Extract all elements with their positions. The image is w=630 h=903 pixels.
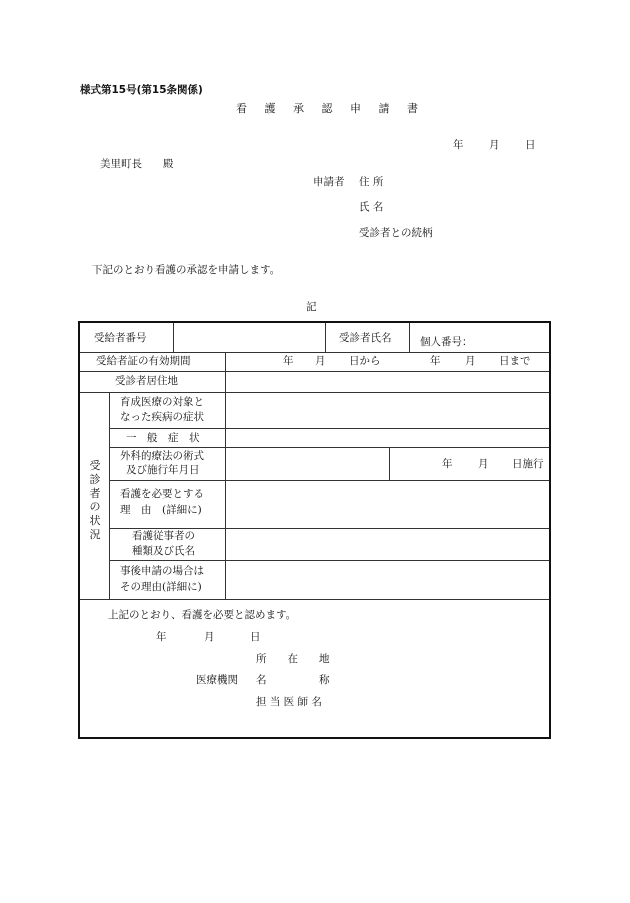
post-reason-line2: その理由(詳細に) xyxy=(120,581,202,593)
row-divider xyxy=(80,371,549,372)
col-divider xyxy=(173,323,174,352)
institution-group-label: 医療機関 xyxy=(196,674,238,686)
col-divider xyxy=(409,323,410,352)
disease-label-line1: 育成医療の対象と xyxy=(120,396,204,408)
form-number: 様式第15号(第15条関係) xyxy=(80,84,203,96)
document-title: 看 護 承 認 申 請 書 xyxy=(236,102,425,115)
validity-period-label: 受給者証の有効期間 xyxy=(96,355,191,367)
date-day-label: 日 xyxy=(525,139,536,151)
validity-from-day: 日から xyxy=(349,355,381,367)
disease-label-line2: なった疾病の症状 xyxy=(120,411,204,423)
row-divider xyxy=(109,560,549,561)
applicant-label: 申請者 xyxy=(313,176,345,188)
certification-statement: 上記のとおり、看護を必要と認めます。 xyxy=(108,609,297,621)
patient-address-label: 受診者居住地 xyxy=(115,375,178,387)
applicant-relation-label: 受診者との続柄 xyxy=(359,227,433,239)
row-divider xyxy=(109,480,549,481)
validity-from-month: 月 xyxy=(315,355,326,367)
date-month-label: 月 xyxy=(489,139,500,151)
cert-date-day: 日 xyxy=(250,631,261,643)
surgery-date-day: 日施行 xyxy=(512,458,544,470)
cert-date-year: 年 xyxy=(156,631,167,643)
col-divider xyxy=(225,352,226,599)
col-divider xyxy=(389,447,390,480)
institution-name-label: 名 称 xyxy=(256,674,330,686)
applicant-address-label: 住 所 xyxy=(359,176,384,188)
general-symptoms-label: 一 般 症 状 xyxy=(126,432,200,444)
institution-location-label: 所 在 地 xyxy=(256,653,330,665)
nursing-reason-line1: 看護を必要とする xyxy=(120,488,204,500)
validity-to-day: 日まで xyxy=(499,355,531,367)
application-form-table xyxy=(78,321,551,739)
patient-name-label: 受診者氏名 xyxy=(339,332,392,344)
ki-heading: 記 xyxy=(306,301,317,313)
surgery-date-month: 月 xyxy=(478,458,489,470)
row-divider xyxy=(109,428,549,429)
surgery-label-line2: 及び施行年月日 xyxy=(126,464,200,476)
row-divider xyxy=(80,599,549,600)
col-divider xyxy=(325,323,326,352)
validity-from-year: 年 xyxy=(283,355,294,367)
addressee: 美里町長 殿 xyxy=(100,158,174,170)
cert-date-month: 月 xyxy=(204,631,215,643)
date-year-label: 年 xyxy=(453,139,464,151)
post-reason-line1: 事後申請の場合は xyxy=(120,565,204,577)
col-divider xyxy=(109,392,110,599)
validity-to-month: 月 xyxy=(465,355,476,367)
surgery-date-year: 年 xyxy=(442,458,453,470)
validity-to-year: 年 xyxy=(430,355,441,367)
nursing-reason-line2: 理 由 (詳細に) xyxy=(120,504,202,516)
nursing-staff-line1: 看護従事者の xyxy=(132,530,195,542)
status-group-label: 受診者の状況 xyxy=(89,459,101,541)
nursing-staff-line2: 種類及び氏名 xyxy=(132,545,195,557)
doctor-name-label: 担 当 医 師 名 xyxy=(256,696,322,708)
applicant-name-label: 氏 名 xyxy=(359,201,384,213)
surgery-label-line1: 外科的療法の術式 xyxy=(120,450,204,462)
recipient-number-label: 受給者番号 xyxy=(94,332,147,344)
row-divider xyxy=(109,447,549,448)
individual-number-label: 個人番号： xyxy=(420,336,473,348)
row-divider xyxy=(80,352,549,353)
intro-text: 下記のとおり看護の承認を申請します。 xyxy=(92,264,281,276)
row-divider xyxy=(80,392,549,393)
